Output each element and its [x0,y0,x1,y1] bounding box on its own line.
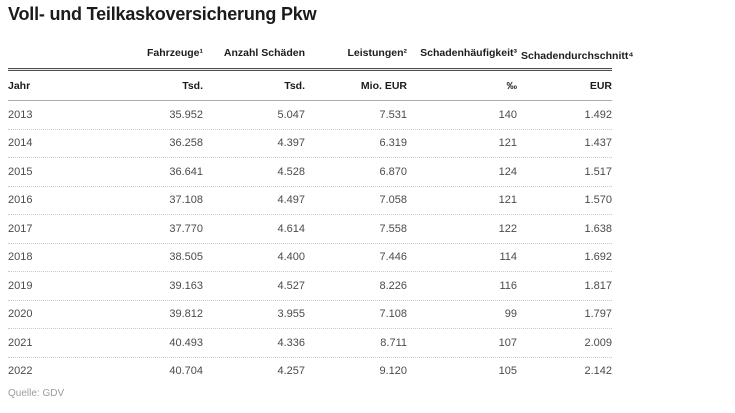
cell-leistungen: 8.226 [379,279,407,292]
cell-leistungen: 9.120 [379,365,407,378]
cell-year: 2018 [8,251,33,264]
cell-fahrzeuge: 35.952 [169,108,203,121]
cell-anzahl-schaeden: 4.528 [277,165,305,178]
table-row-2020 [8,300,612,329]
cell-year: 2020 [8,308,33,321]
table-row-2014 [8,129,612,158]
table-row-2022 [8,357,612,386]
unit-header-jahr: Jahr [8,79,31,92]
table-row-2017 [8,214,612,243]
cell-anzahl-schaeden: 4.397 [277,137,305,150]
cell-schadendurchschnitt: 1.437 [584,137,612,150]
cell-leistungen: 7.058 [379,194,407,207]
unit-header-eur: EUR [589,79,612,92]
cell-anzahl-schaeden: 4.527 [277,279,305,292]
cell-leistungen: 6.870 [379,165,407,178]
table-units-row [8,71,612,100]
page-title: Voll- und Teilkaskoversicherung Pkw [8,4,317,24]
table-row-2019 [8,271,612,300]
cell-schadenhaeufigkeit: 107 [498,336,517,349]
cell-year: 2015 [8,165,33,178]
cell-schadenhaeufigkeit: 105 [498,365,517,378]
group-header-anzahl-schaeden: Anzahl Schäden [223,47,305,59]
cell-schadenhaeufigkeit: 114 [499,251,517,264]
cell-anzahl-schaeden: 4.336 [277,336,305,349]
cell-fahrzeuge: 39.812 [169,308,203,321]
table-row-2016 [8,186,612,215]
kasko-data-table [8,36,634,385]
table-row-2021 [8,328,612,357]
table-row-2013 [8,101,612,129]
cell-year: 2014 [8,137,33,150]
cell-fahrzeuge: 37.770 [169,222,203,235]
group-header-schadenhaeufigkeit: Schadenhäufigkeit³ [420,47,517,59]
cell-leistungen: 7.531 [379,108,407,121]
source-note: Quelle: GDV [8,388,65,399]
cell-anzahl-schaeden: 4.257 [277,365,305,378]
cell-schadenhaeufigkeit: 140 [498,108,517,121]
cell-fahrzeuge: 37.108 [169,194,203,207]
cell-schadendurchschnitt: 1.517 [584,165,612,178]
cell-fahrzeuge: 39.163 [169,279,203,292]
cell-schadendurchschnitt: 2.009 [584,336,612,349]
cell-anzahl-schaeden: 4.400 [277,251,305,264]
cell-year: 2016 [8,194,33,207]
table-row-2015 [8,157,612,186]
unit-header-promille: ‰ [506,79,517,92]
cell-leistungen: 6.319 [379,137,407,150]
cell-schadenhaeufigkeit: 121 [498,137,517,150]
cell-leistungen: 8.711 [380,336,407,349]
cell-anzahl-schaeden: 4.614 [277,222,305,235]
cell-schadenhaeufigkeit: 99 [504,308,517,321]
cell-fahrzeuge: 36.641 [169,165,203,178]
cell-anzahl-schaeden: 4.497 [277,194,305,207]
cell-leistungen: 7.446 [379,251,407,264]
table-body [8,101,612,385]
cell-schadenhaeufigkeit: 116 [499,279,517,292]
cell-schadenhaeufigkeit: 122 [498,222,517,235]
cell-schadendurchschnitt: 1.570 [584,194,612,207]
cell-schadendurchschnitt: 1.797 [584,308,612,321]
cell-schadendurchschnitt: 1.692 [584,251,612,264]
cell-fahrzeuge: 40.493 [169,336,203,349]
cell-schadendurchschnitt: 1.638 [584,222,612,235]
cell-year: 2022 [8,365,33,378]
cell-fahrzeuge: 40.704 [169,365,203,378]
group-header-fahrzeuge: Fahrzeuge¹ [146,47,203,59]
cell-schadenhaeufigkeit: 121 [498,194,517,207]
cell-schadendurchschnitt: 1.492 [584,108,612,121]
group-header-leistungen: Leistungen² [347,47,407,59]
cell-schadenhaeufigkeit: 124 [498,165,517,178]
cell-schadendurchschnitt: 2.142 [584,365,612,378]
cell-year: 2013 [8,108,33,121]
cell-schadendurchschnitt: 1.817 [584,279,612,292]
group-header-schadendurchschnitt: Schadendurchschnitt⁴ [521,50,634,62]
table-group-header-row [8,36,634,68]
cell-anzahl-schaeden: 5.047 [277,108,305,121]
unit-header-tsd-fahrzeuge: Tsd. [182,79,203,92]
cell-year: 2017 [8,222,33,235]
cell-year: 2019 [8,279,33,292]
unit-header-mio-eur: Mio. EUR [360,79,407,92]
cell-fahrzeuge: 36.258 [169,137,203,150]
cell-year: 2021 [8,336,33,349]
cell-fahrzeuge: 38.505 [169,251,203,264]
cell-leistungen: 7.108 [379,308,407,321]
cell-anzahl-schaeden: 3.955 [277,308,305,321]
unit-header-tsd-schaeden: Tsd. [284,79,305,92]
cell-leistungen: 7.558 [379,222,407,235]
table-row-2018 [8,243,612,272]
